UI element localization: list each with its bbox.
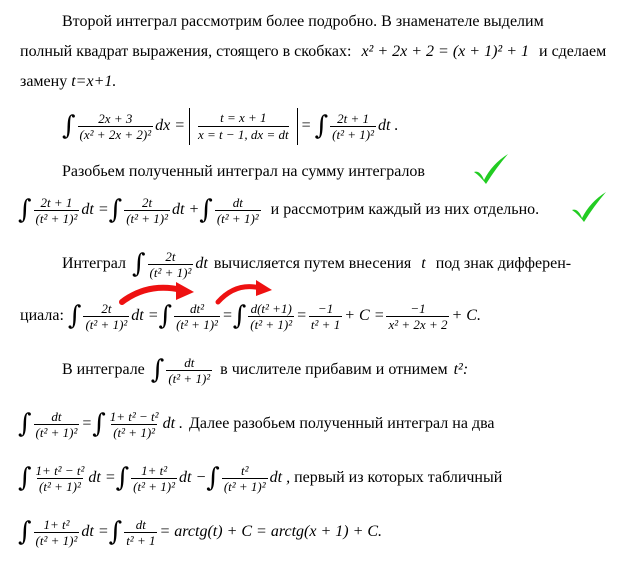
checkmark-icon bbox=[470, 150, 512, 186]
paragraph-line-2 bbox=[20, 42, 606, 62]
fraction bbox=[330, 111, 376, 142]
math-expression: t²: bbox=[453, 361, 469, 378]
integral-sign: ∫ bbox=[62, 111, 76, 141]
denominator: (t² + 1)² bbox=[85, 316, 128, 332]
text: В интеграле bbox=[62, 361, 145, 378]
operator: dt − bbox=[179, 469, 207, 486]
numerator: 2t bbox=[165, 248, 176, 264]
text: Интеграл bbox=[62, 255, 126, 272]
fraction bbox=[148, 249, 194, 280]
checkmark-icon bbox=[568, 188, 610, 224]
denominator: (t² + 1)² bbox=[168, 370, 211, 386]
operator: dt = bbox=[88, 469, 116, 486]
operator: dt + bbox=[172, 201, 200, 218]
denominator: (t² + 1)² bbox=[176, 316, 218, 332]
integral-sign: ∫ bbox=[18, 409, 32, 439]
denominator: (t² + 1)² bbox=[39, 478, 81, 494]
math-expression: x² + 2x + 2 = (x + 1)² + 1 bbox=[361, 43, 529, 60]
fraction bbox=[166, 355, 212, 386]
fraction bbox=[78, 111, 154, 142]
integral-sign: ∫ bbox=[108, 517, 123, 547]
operator: dt = bbox=[81, 523, 109, 540]
paragraph-3 bbox=[62, 244, 571, 284]
numerator: 2x + 3 bbox=[98, 110, 133, 126]
numerator: 1+ t² bbox=[43, 516, 70, 532]
equation-1 bbox=[62, 106, 398, 146]
integral-sign: ∫ bbox=[132, 249, 146, 279]
integral-sign: ∫ bbox=[232, 301, 247, 331]
integral-sign: ∫ bbox=[314, 111, 329, 141]
text: и сделаем bbox=[539, 43, 607, 60]
operator: = bbox=[81, 415, 93, 432]
numerator: 2t + 1 bbox=[337, 110, 370, 126]
equation-5 bbox=[18, 458, 502, 498]
integral-sign: ∫ bbox=[18, 463, 32, 493]
fraction bbox=[124, 195, 170, 226]
denominator: x² + 2x + 2 bbox=[388, 316, 448, 332]
numerator: 1+ t² bbox=[141, 462, 168, 478]
denominator: (t² + 1)² bbox=[35, 210, 78, 226]
denominator: (t² + 1)² bbox=[216, 210, 259, 226]
integral-sign: ∫ bbox=[199, 195, 213, 225]
text: под знак дифферен- bbox=[435, 255, 572, 272]
denominator: (x² + 2x + 2)² bbox=[79, 126, 152, 142]
fraction bbox=[124, 517, 157, 548]
operator: dt . bbox=[162, 415, 184, 432]
integral-sign: ∫ bbox=[108, 195, 123, 225]
integral-sign: ∫ bbox=[18, 195, 32, 225]
operator: = bbox=[296, 307, 307, 324]
text: циала: bbox=[20, 307, 64, 324]
operator: = arctg(t) + C = arctg(x + 1) + C. bbox=[159, 523, 383, 540]
text: замену bbox=[20, 73, 68, 90]
numerator: 1+ t² − t² bbox=[35, 462, 85, 478]
text: полный квадрат выражения, стоящего в скобках: bbox=[20, 43, 352, 60]
denominator: (t² + 1)² bbox=[113, 424, 156, 440]
fraction bbox=[83, 301, 129, 332]
operator: = bbox=[221, 307, 233, 324]
operator: + C. bbox=[451, 307, 481, 324]
fraction bbox=[34, 195, 80, 226]
numerator: t² bbox=[240, 462, 249, 478]
operator: dx = bbox=[155, 117, 185, 134]
numerator: 2t + 1 bbox=[40, 194, 73, 210]
numerator: dt bbox=[135, 516, 146, 532]
numerator: 2t bbox=[142, 194, 153, 210]
equation-2 bbox=[18, 190, 539, 230]
equals: = bbox=[301, 117, 311, 134]
denominator: t² + 1 bbox=[126, 532, 156, 548]
denominator: (t² + 1)² bbox=[35, 424, 78, 440]
equation-4 bbox=[18, 404, 495, 444]
operator: dt . bbox=[378, 117, 399, 134]
denominator: (t² + 1)² bbox=[133, 478, 176, 494]
fraction bbox=[222, 463, 268, 494]
paragraph-4 bbox=[62, 350, 468, 390]
denominator: (t² + 1)² bbox=[149, 264, 192, 280]
denominator: (t² + 1)² bbox=[35, 532, 78, 548]
numerator: dt² bbox=[190, 300, 205, 316]
numerator: −1 bbox=[317, 300, 334, 316]
fraction bbox=[309, 301, 342, 332]
fraction bbox=[386, 301, 449, 332]
numerator: 1+ t² − t² bbox=[109, 408, 159, 424]
text: и рассмотрим каждый из них отдельно. bbox=[270, 201, 540, 218]
denominator: (t² + 1)² bbox=[250, 316, 293, 332]
equation-3 bbox=[20, 296, 481, 336]
denominator: (t² + 1)² bbox=[332, 126, 375, 142]
fraction bbox=[108, 409, 161, 440]
operator: dt = bbox=[81, 201, 109, 218]
text: Далее разобьем полученный интеграл на два bbox=[189, 415, 495, 432]
integral-sign: ∫ bbox=[67, 301, 82, 331]
math-variable: t bbox=[421, 255, 426, 272]
math-expression: t=x+1. bbox=[71, 73, 117, 90]
paragraph-2: Разобьем полученный интеграл на сумму интегралов bbox=[62, 163, 425, 180]
substitution-top: t = x + 1 bbox=[220, 109, 267, 125]
equation-6 bbox=[18, 512, 382, 552]
fraction bbox=[34, 409, 80, 440]
numerator: dt bbox=[184, 354, 195, 370]
numerator: d(t² +1) bbox=[250, 300, 292, 316]
fraction bbox=[215, 195, 261, 226]
substitution-bracket bbox=[189, 108, 298, 145]
integral-sign: ∫ bbox=[150, 355, 165, 385]
denominator: t² + 1 bbox=[310, 316, 341, 332]
fraction bbox=[248, 301, 294, 332]
integral-sign: ∫ bbox=[115, 463, 130, 493]
integral-sign: ∫ bbox=[92, 409, 106, 439]
denominator: (t² + 1)² bbox=[223, 478, 266, 494]
fraction bbox=[174, 301, 220, 332]
integral-sign: ∫ bbox=[18, 517, 32, 547]
fraction bbox=[131, 463, 177, 494]
paragraph-line-1: Второй интеграл рассмотрим более подробно. В знаменателе выделим bbox=[62, 13, 544, 30]
text: первый из которых табличный bbox=[294, 469, 503, 486]
integral-sign: ∫ bbox=[206, 463, 220, 493]
numerator: −1 bbox=[410, 300, 426, 316]
operator: dt bbox=[195, 255, 208, 272]
numerator: dt bbox=[51, 408, 62, 424]
operator: dt , bbox=[269, 469, 291, 486]
numerator: dt bbox=[232, 194, 243, 210]
text: вычисляется путем внесения bbox=[213, 255, 412, 272]
fraction bbox=[34, 463, 87, 494]
denominator: (t² + 1)² bbox=[126, 210, 169, 226]
numerator: 2t bbox=[101, 300, 112, 316]
operator: dt = bbox=[131, 307, 159, 324]
operator: + C = bbox=[344, 307, 385, 324]
text: в числителе прибавим и отнимем bbox=[220, 361, 448, 378]
paragraph-line-3 bbox=[20, 72, 116, 92]
integral-sign: ∫ bbox=[158, 301, 173, 331]
substitution-bottom: x = t − 1, dx = dt bbox=[198, 126, 289, 142]
fraction bbox=[34, 517, 80, 548]
